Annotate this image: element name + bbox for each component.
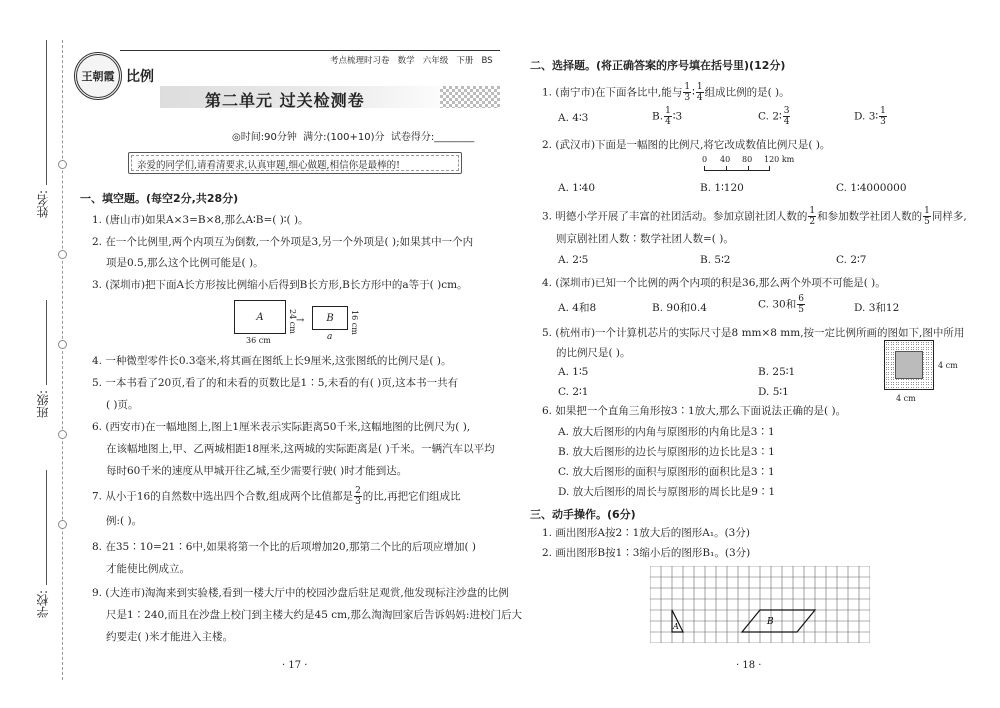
s1-q5-line2: ( )页。: [106, 399, 139, 411]
s2-q6-option-a[interactable]: A. 放大后图形的内角与原图形的内角比是3∶1: [558, 426, 775, 438]
rect-b-height: 16 cm: [350, 310, 359, 335]
binding-hole: [58, 160, 67, 169]
greeting-text: 亲爱的同学们,请看清要求,认真审题,细心做题,相信你是最棒的!: [137, 160, 400, 171]
chip-core: [895, 351, 923, 379]
s2-q1-option-c[interactable]: C. 2∶ $\frac{3}{4}$: [758, 106, 790, 127]
s1-q9-line1: 9. (大连市)淘淘来到实验楼,看到一楼大厅中的校园沙盘后驻足观赏,他发现标注沙盘的比例: [92, 587, 509, 599]
s2-q4-option-d[interactable]: D. 3和12: [854, 302, 900, 314]
s1-q9-line2: 尺是1∶240,而且在沙盘上校门到主楼大约是45 cm,那么淘淘回家后告诉妈妈:进校门后大: [106, 609, 522, 621]
page-number-left: · 17 ·: [282, 660, 308, 671]
s1-q7-text: 7. 从小于16的自然数中选出四个合数,组成两个比值都是: [92, 490, 354, 503]
s2-q2-option-c[interactable]: C. 1∶4000000: [836, 182, 907, 194]
shape-b-label: B: [767, 617, 774, 627]
binding-hole: [58, 430, 67, 439]
s1-q3: 3. (深圳市)把下面A长方形按比例缩小后得到B长方形,B长方形中的a等于( )cm。: [92, 279, 468, 291]
class-label: 班级:: [36, 390, 50, 419]
s3-q1: 1. 画出图形A按2∶1放大后的图形A₁。(3分): [542, 527, 750, 539]
s1-q7-line1: [92, 486, 461, 507]
fraction-1-2: $\frac{1}{2}$: [809, 206, 816, 227]
shape-a-label: A: [673, 622, 679, 631]
header-series: [330, 54, 493, 66]
s2-q5-line1: 5. (杭州市)一个计算机芯片的实际尺寸是8 mm×8 mm,按一定比例所画的图如下,图中所用: [542, 327, 965, 339]
s2-q3-option-a[interactable]: A. 2∶5: [558, 254, 589, 266]
page-number-right: · 18 ·: [736, 660, 762, 671]
name-line: [46, 40, 47, 185]
s2-q4-option-a[interactable]: A. 4和8: [558, 302, 597, 314]
s2-q3-option-c[interactable]: C. 2∶7: [836, 254, 867, 266]
s2-q3-option-b[interactable]: B. 5∶2: [700, 254, 731, 266]
scale-label-40: 40: [720, 155, 731, 164]
edition-label: BS: [481, 56, 493, 66]
arrow-icon: →: [296, 315, 305, 326]
s1-q8-line2: 才能使比例成立。: [106, 563, 190, 575]
rect-b-width: a: [327, 332, 333, 342]
s2-q5-option-c[interactable]: C. 2∶1: [558, 386, 589, 398]
drawing-grid[interactable]: [650, 566, 870, 643]
scale-label-0: 0: [702, 155, 708, 164]
rect-a-label: A: [256, 311, 264, 323]
s1-q5-line1: 5. 一本书看了20页,看了的和未看的页数比是1∶5,未看的有( )页,这本书一共有: [92, 377, 459, 389]
binding-hole: [58, 250, 67, 259]
rect-a-height: 24 cm: [288, 309, 297, 334]
s1-q6-line1: 6. (西安市)在一幅地图上,图上1厘米表示实际距离50千米,这幅地图的比例尺为( ),: [92, 421, 471, 433]
s1-q7-text-post: 的比,再把它们组成比: [362, 490, 461, 503]
s2-q5-option-d[interactable]: D. 5∶1: [758, 386, 789, 398]
s2-q6: 6. 如果把一个直角三角形按3∶1放大,那么下面说法正确的是( )。: [542, 405, 847, 417]
s1-q2-line2: 项是0.5,那么这个比例可能是( )。: [106, 257, 264, 269]
fraction-1-5: $\frac{1}{5}$: [924, 206, 930, 227]
section2-title: 二、选择题。(将正确答案的序号填在括号里)(12分): [530, 59, 786, 72]
class-line: [46, 300, 47, 385]
s1-q7-line2: 例:( )。: [106, 515, 143, 527]
s2-q4: 4. (深圳市)已知一个比例的两个内项的积是36,那么两个外项不可能是( )。: [542, 277, 886, 289]
fraction-1-4: $\frac{1}{4}$: [696, 82, 703, 103]
chip-height-label: 4 cm: [938, 361, 958, 370]
scale-label-120: 120 km: [764, 155, 795, 164]
s2-q1: 1. (南宁市)在下面各比中,能与 $\frac{1}{3}$ ∶ $\frac{1}{4}$ 组成比例的是( )。: [542, 82, 790, 103]
s1-q6-line3: 每时60千米的速度从甲城开往乙城,至少需要行驶( )时才能到达。: [106, 465, 408, 477]
fraction-2-3: $\frac{2}{3}$: [355, 486, 361, 507]
s2-q5-line2: 的比例尺是( )。: [556, 347, 631, 359]
chip-width-label: 4 cm: [896, 394, 916, 403]
s2-q1-option-a[interactable]: A. 4∶3: [558, 112, 589, 124]
s2-q4-option-b[interactable]: B. 90和0.4: [652, 302, 707, 314]
school-label: 学校:: [36, 590, 50, 619]
scale-tick: [726, 166, 727, 171]
scale-tick: [748, 166, 749, 171]
s2-q2-option-a[interactable]: A. 1∶40: [558, 182, 596, 194]
s2-q3-line1: 3. 明德小学开展了丰富的社团活动。参加京剧社团人数的 $\frac{1}{2}$ 和参加数学社团人数的 $\frac{1}{5}$ 同样多,: [542, 206, 967, 227]
s2-q6-option-c[interactable]: C. 放大后图形的面积与原图形的面积比是3∶1: [558, 466, 775, 478]
rect-a-width: 36 cm: [246, 336, 271, 345]
name-label: 姓名:: [36, 190, 50, 219]
rect-b-label: B: [326, 312, 334, 324]
s2-q5-option-b[interactable]: B. 25∶1: [758, 366, 796, 378]
section1-title: 一、填空题。(每空2分,共28分): [80, 192, 239, 205]
title-checker: [440, 86, 500, 108]
binding-hole: [58, 520, 67, 529]
section3-title: 三、动手操作。(6分): [530, 508, 636, 521]
s3-q2: 2. 画出图形B按1∶3缩小后的图形B₁。(3分): [542, 547, 751, 559]
s2-q2-option-b[interactable]: B. 1∶120: [700, 182, 744, 194]
school-line: [46, 470, 47, 585]
exam-meta: ◎时间:90分钟 满分:(100+10)分 试卷得分:________: [232, 132, 475, 143]
s2-q5-option-a[interactable]: A. 1∶5: [558, 366, 589, 378]
greeting-box: [128, 152, 462, 174]
s1-q8-line1: 8. 在35∶10=21∶6中,如果将第一个比的后项增加20,那第二个比的后项应增加( ): [92, 541, 476, 553]
series-label: 考点梳理时习卷: [330, 56, 390, 66]
scale-bar: [704, 166, 770, 171]
subject-label: 数学: [397, 56, 415, 66]
term-label: 下册: [456, 56, 474, 66]
logo-seal: [74, 52, 122, 100]
s2-q1-option-b[interactable]: B. $\frac{1}{4}$ ∶3: [652, 106, 683, 127]
rect-b: [312, 306, 348, 330]
s1-q6-line2: 在该幅地图上,甲、乙两城相距18厘米,这两城的实际距离是( )千米。一辆汽车以平均: [106, 443, 495, 455]
scale-label-80: 80: [742, 155, 753, 164]
s1-q4: 4. 一种微型零件长0.3毫米,将其画在图纸上长9厘米,这张图纸的比例尺是( )。: [92, 355, 452, 367]
s2-q4-option-c[interactable]: C. 30和 $\frac{6}{5}$: [758, 294, 804, 315]
header-ribbon: [120, 50, 500, 52]
chapter-label: 比例: [126, 69, 154, 85]
binding-line: [62, 40, 63, 680]
grade-label: 六年级: [422, 56, 449, 66]
s1-q1: 1. (唐山市)如果A×3=B×8,那么A∶B=( )∶( )。: [92, 214, 309, 226]
chip-figure: [884, 340, 934, 390]
page-title: 第二单元 过关检测卷: [205, 91, 365, 110]
binding-hole: [58, 340, 67, 349]
s1-q2-line1: 2. 在一个比例里,两个内项互为倒数,一个外项是3,另一个外项是( );如果其中一个内: [92, 236, 474, 248]
fraction-1-3: $\frac{1}{3}$: [684, 82, 691, 103]
s2-q2: 2. (武汉市)下面是一幅图的比例尺,将它改成数值比例尺是( )。: [542, 139, 831, 151]
logo-text: 王朝霞: [81, 70, 115, 83]
s2-q6-option-b[interactable]: B. 放大后图形的边长与原图形的边长比是3∶1: [558, 446, 775, 458]
s1-q9-line3: 约要走( )米才能进入主楼。: [106, 631, 234, 643]
s2-q6-option-d[interactable]: D. 放大后图形的周长与原图形的周长比是9∶1: [558, 486, 776, 498]
s2-q3-line2: 则京剧社团人数∶数学社团人数=( )。: [556, 233, 734, 245]
s2-q1-option-d[interactable]: D. 3∶ $\frac{1}{3}$: [854, 106, 886, 127]
rect-a: [234, 300, 286, 334]
